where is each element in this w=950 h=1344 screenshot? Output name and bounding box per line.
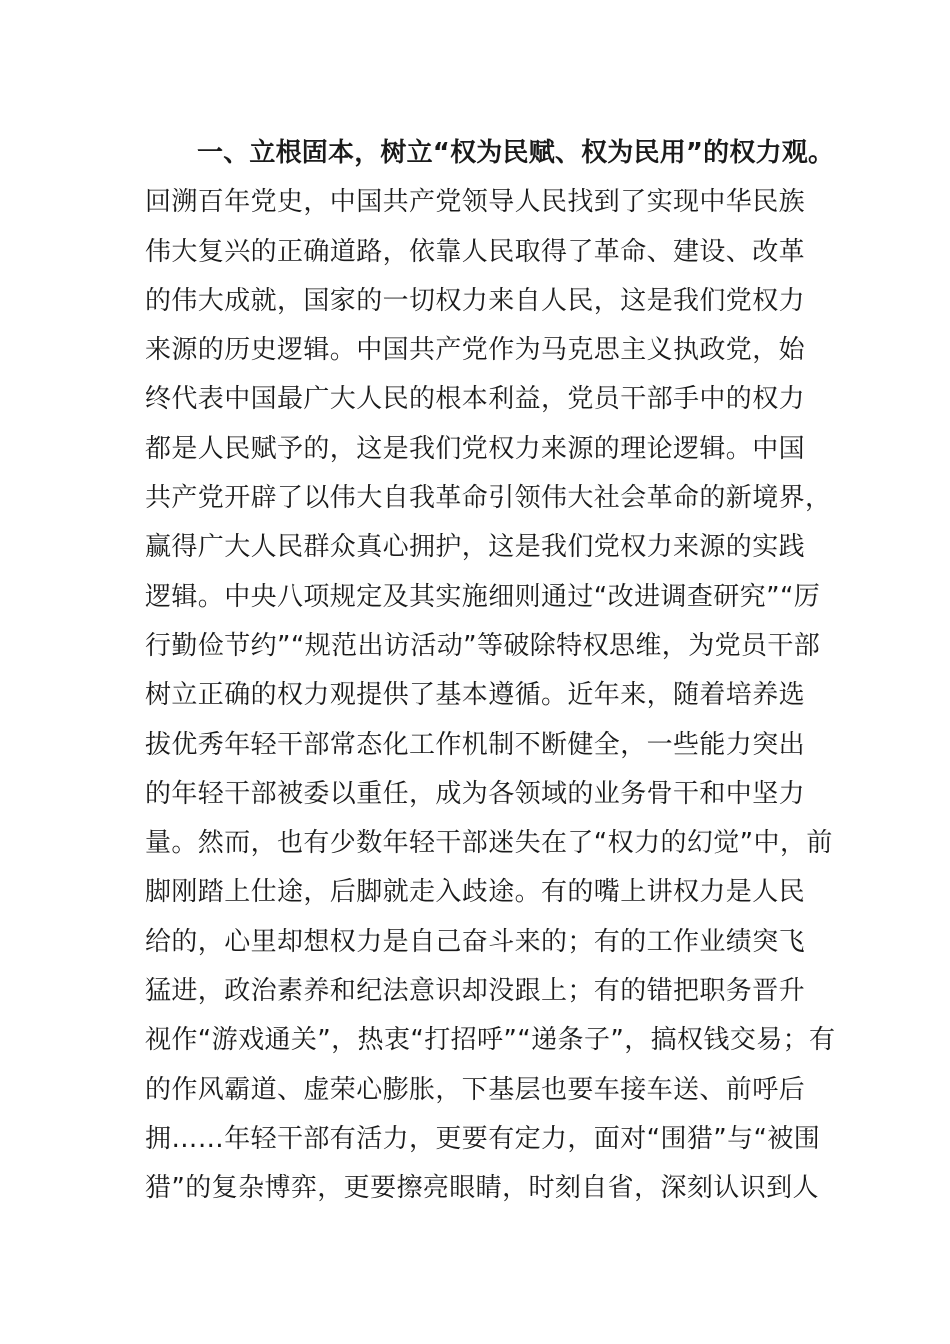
paragraph-line: 树立正确的权力观提供了基本遵循。近年来，随着培养选 xyxy=(145,680,806,711)
paragraph-line: 行勤俭节约”“规范出访活动”等破除特权思维，为党员干部 xyxy=(145,630,821,661)
paragraph-line: 都是人民赋予的，这是我们党权力来源的理论逻辑。中国 xyxy=(145,433,806,464)
paragraph-line: 给的，心里却想权力是自己奋斗来的；有的工作业绩突飞 xyxy=(145,926,806,957)
paragraph-line: 脚刚踏上仕途，后脚就走入歧途。有的嘴上讲权力是人民 xyxy=(145,877,806,908)
paragraph-line: 的伟大成就，国家的一切权力来自人民，这是我们党权力 xyxy=(145,285,806,316)
paragraph-line: 量。然而，也有少数年轻干部迷失在了“权力的幻觉”中，前 xyxy=(145,828,833,859)
paragraph-line: 猛进，政治素养和纪法意识却没跟上；有的错把职务晋升 xyxy=(145,976,806,1007)
paragraph-line: 终代表中国最广大人民的根本利益，党员干部手中的权力 xyxy=(145,384,806,415)
paragraph-line: 猎”的复杂博弈，更要擦亮眼睛，时刻自省，深刻认识到人 xyxy=(145,1173,819,1204)
paragraph-line: 伟大复兴的正确道路，依靠人民取得了革命、建设、改革 xyxy=(145,236,806,267)
paragraph-line: 拥……年轻干部有活力，更要有定力，面对“围猎”与“被围 xyxy=(145,1123,821,1154)
paragraph-line: 来源的历史逻辑。中国共产党作为马克思主义执政党，始 xyxy=(145,335,806,366)
paragraph-line: 视作“游戏通关”，热衷“打招呼”“递条子”，搞权钱交易；有 xyxy=(145,1025,836,1056)
paragraph-line: 逻辑。中央八项规定及其实施细则通过“改进调查研究”“厉 xyxy=(145,581,821,612)
paragraph-line: 的年轻干部被委以重任，成为各领域的业务骨干和中坚力 xyxy=(145,778,806,809)
paragraph-line: 共产党开辟了以伟大自我革命引领伟大社会革命的新境界， xyxy=(145,483,832,514)
paragraph-line: 的作风霸道、虚荣心膨胀，下基层也要车接车送、前呼后 xyxy=(145,1074,806,1105)
paragraph-line: 回溯百年党史，中国共产党领导人民找到了实现中华民族 xyxy=(145,187,806,218)
paragraph-line: 赢得广大人民群众真心拥护，这是我们党权力来源的实践 xyxy=(145,532,806,563)
paragraph-line: 拔优秀年轻干部常态化工作机制不断健全，一些能力突出 xyxy=(145,729,806,760)
section-heading: 一、立根固本，树立“权为民赋、权为民用”的权力观。 xyxy=(197,138,835,168)
document-body xyxy=(145,129,836,1214)
